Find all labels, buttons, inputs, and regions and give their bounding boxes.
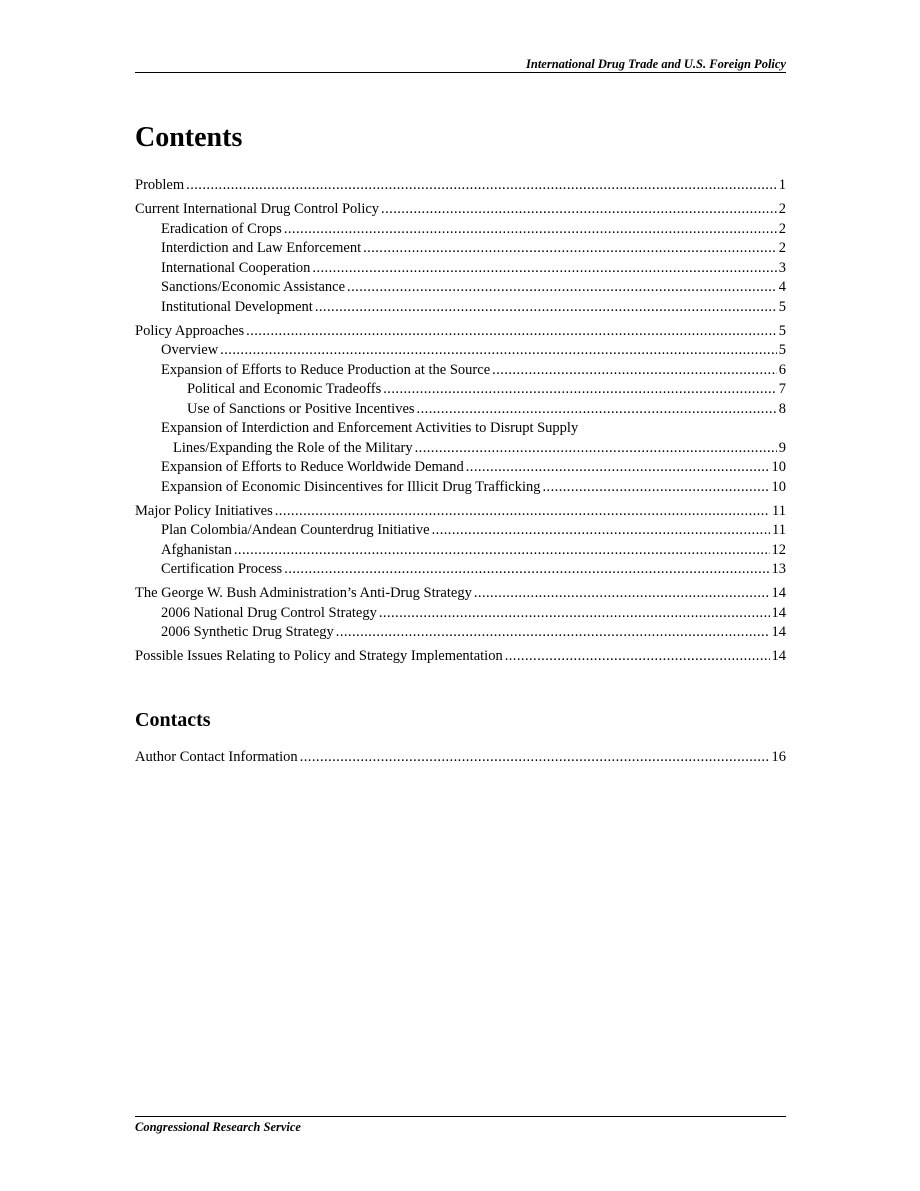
toc-page-number: 11 — [772, 502, 786, 519]
toc-entry[interactable] — [135, 521, 786, 541]
dot-leader — [474, 584, 770, 604]
toc-entry[interactable] — [135, 259, 786, 279]
dot-leader — [315, 298, 777, 318]
toc-entry-text: International Cooperation — [161, 259, 311, 276]
toc-page-number: 12 — [771, 541, 786, 558]
toc-page-number: 6 — [778, 361, 786, 378]
toc-entry[interactable] — [135, 341, 786, 361]
toc-entry-text: Interdiction and Law Enforcement — [161, 240, 362, 256]
dot-leader — [505, 647, 770, 667]
dot-leader — [466, 458, 770, 478]
toc-entry[interactable] — [135, 298, 786, 318]
toc-page-number: 2 — [778, 240, 786, 256]
toc-entry[interactable] — [135, 380, 786, 400]
toc-entry-text: Overview — [161, 342, 219, 358]
toc-entry[interactable] — [135, 560, 786, 580]
toc-entry-text: Political and Economic Tradeoffs — [187, 381, 382, 397]
toc-entry-text: Plan Colombia/Andean Counterdrug Initiative — [161, 522, 430, 538]
contacts-entry[interactable] — [135, 748, 786, 768]
dot-leader — [234, 541, 770, 561]
toc-entry-text: Problem — [135, 177, 185, 193]
dot-leader — [275, 502, 770, 522]
toc-entry-text: Policy Approaches — [135, 322, 245, 339]
toc-entry[interactable] — [135, 239, 786, 259]
toc-page-number: 10 — [771, 478, 786, 495]
toc-entry-text: Institutional Development — [161, 298, 313, 315]
toc-entry[interactable] — [135, 541, 786, 561]
toc-entry[interactable] — [135, 584, 786, 604]
dot-leader — [336, 623, 770, 643]
toc-entry-text: Afghanistan — [161, 541, 232, 558]
toc-entry-text-continued: Lines/Expanding the Role of the Military — [173, 439, 413, 456]
toc-page-number: 1 — [778, 177, 786, 193]
toc-entry[interactable] — [135, 458, 786, 478]
dot-leader — [381, 200, 777, 220]
toc-entry[interactable] — [135, 322, 786, 342]
toc-page-number: 14 — [771, 624, 786, 640]
toc-page-number: 14 — [771, 604, 786, 621]
toc-entry-text: Major Policy Initiatives — [135, 502, 273, 519]
toc-entry[interactable] — [135, 419, 786, 458]
running-header: International Drug Trade and U.S. Foreign Policy — [526, 57, 786, 71]
footer-rule — [135, 1116, 786, 1117]
contacts-title: Contacts — [135, 709, 211, 731]
toc-entry[interactable] — [135, 623, 786, 643]
toc-page-number: 8 — [778, 400, 786, 417]
table-of-contents — [135, 176, 786, 667]
contents-title: Contents — [135, 122, 243, 153]
toc-entry[interactable] — [135, 200, 786, 220]
toc-entry-text: Certification Process — [161, 561, 283, 577]
dot-leader — [492, 361, 777, 381]
toc-entry[interactable] — [135, 361, 786, 381]
contacts-page-number: 16 — [771, 749, 786, 765]
toc-entry-text: Possible Issues Relating to Policy and Strategy Implementation — [135, 648, 503, 664]
toc-entry-text: Expansion of Efforts to Reduce Production at the Source — [161, 361, 491, 378]
toc-page-number: 2 — [778, 220, 786, 237]
dot-leader — [379, 604, 770, 624]
dot-leader — [284, 220, 777, 240]
toc-page-number: 14 — [771, 585, 786, 601]
dot-leader — [220, 341, 777, 361]
toc-page-number: 9 — [778, 439, 786, 456]
toc-entry-text: 2006 Synthetic Drug Strategy — [161, 624, 334, 640]
dot-leader — [417, 400, 777, 420]
toc-page-number: 2 — [778, 201, 786, 217]
header-rule — [135, 72, 786, 73]
dot-leader — [284, 560, 769, 580]
toc-entry[interactable] — [135, 502, 786, 522]
toc-entry-text: The George W. Bush Administration’s Anti-Drug Strategy — [135, 585, 472, 601]
toc-page-number: 5 — [778, 322, 786, 339]
toc-page-number: 14 — [771, 648, 786, 664]
toc-entry[interactable] — [135, 400, 786, 420]
dot-leader — [383, 380, 777, 400]
toc-entry-text: Expansion of Interdiction and Enforcement Activities to Disrupt Supply — [161, 420, 579, 436]
toc-entry-text: Sanctions/Economic Assistance — [161, 279, 346, 295]
toc-entry[interactable] — [135, 604, 786, 624]
dot-leader — [312, 259, 776, 279]
toc-entry-text: Use of Sanctions or Positive Incentives — [187, 400, 415, 417]
dot-leader — [363, 239, 777, 259]
toc-page-number: 4 — [778, 279, 786, 295]
toc-entry-text: Expansion of Efforts to Reduce Worldwide Demand — [161, 459, 464, 475]
dot-leader — [432, 521, 770, 541]
toc-page-number: 3 — [778, 259, 786, 276]
contacts-entry-text: Author Contact Information — [135, 749, 298, 765]
toc-page-number: 5 — [778, 342, 786, 358]
dot-leader — [415, 439, 777, 459]
dot-leader — [300, 748, 770, 768]
toc-entry[interactable] — [135, 478, 786, 498]
toc-entry[interactable] — [135, 220, 786, 240]
toc-page-number: 13 — [771, 561, 786, 577]
dot-leader — [543, 478, 770, 498]
toc-page-number: 5 — [778, 298, 786, 315]
dot-leader — [186, 176, 777, 196]
toc-entry-text: Expansion of Economic Disincentives for Illicit Drug Trafficking — [161, 478, 541, 495]
toc-entry-text: 2006 National Drug Control Strategy — [161, 604, 377, 621]
toc-entry[interactable] — [135, 647, 786, 667]
dot-leader — [246, 322, 777, 342]
dot-leader — [347, 278, 777, 298]
page-footer: Congressional Research Service — [135, 1120, 301, 1134]
toc-page-number: 7 — [778, 381, 786, 397]
toc-entry[interactable] — [135, 278, 786, 298]
toc-page-number: 10 — [771, 459, 786, 475]
toc-entry-text: Current International Drug Control Policy — [135, 201, 380, 217]
toc-page-number: 11 — [772, 522, 786, 538]
contacts-list — [135, 748, 786, 768]
toc-entry-text: Eradication of Crops — [161, 220, 282, 237]
toc-entry[interactable] — [135, 176, 786, 196]
